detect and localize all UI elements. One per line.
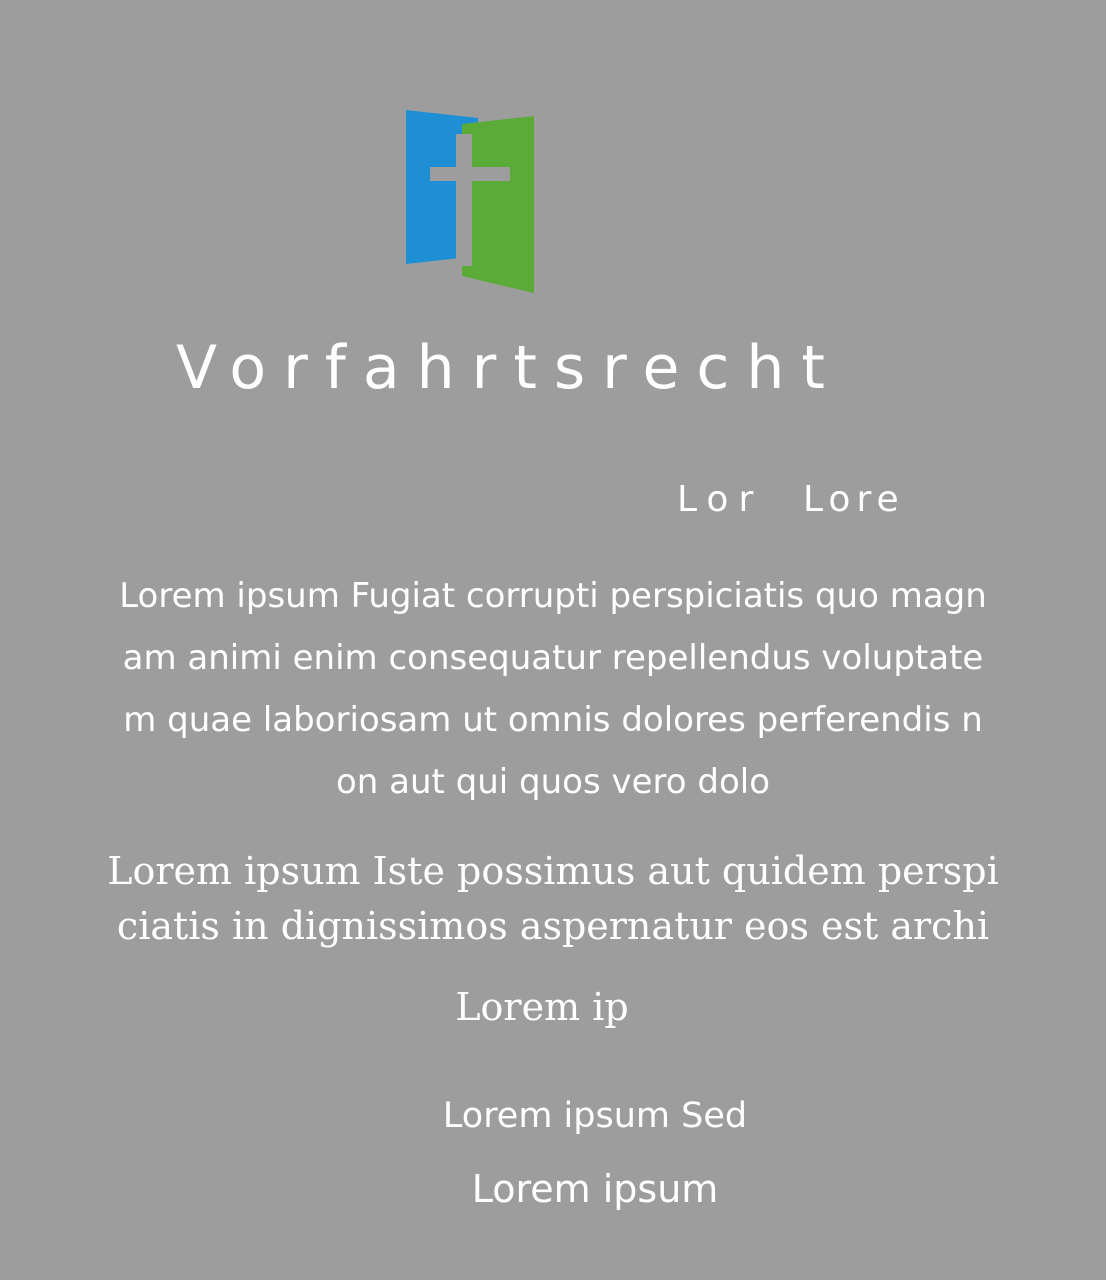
logo-cross-horizontal — [430, 167, 510, 181]
intro-paragraph: Lorem ipsum Fugiat corrupti perspiciatis quo magn am animi enim consequatur repellendus voluptate m quae laboriosam ut omnis dolores perferendis n on aut qui quos vero dolo — [119, 576, 987, 802]
logo-cross-vertical — [456, 134, 472, 266]
footer-line-1: Lorem ipsum Sed — [442, 1096, 748, 1136]
serif-paragraph: Lorem ipsum Iste possimus aut quidem perspi ciatis in dignissimos aspernatur eos est archi — [107, 849, 999, 948]
serif-heading: Lorem ip — [455, 985, 629, 1029]
brand-name: Vorfahrtsrecht — [176, 333, 842, 403]
nav-link-lor[interactable]: Lor — [677, 479, 764, 520]
footer-line-2: Lorem ipsum — [471, 1167, 719, 1211]
logo — [404, 106, 536, 296]
logo-right-panel — [462, 116, 534, 293]
nav-link-lore[interactable]: Lore — [803, 479, 905, 520]
open-door-cross-icon — [404, 106, 536, 296]
